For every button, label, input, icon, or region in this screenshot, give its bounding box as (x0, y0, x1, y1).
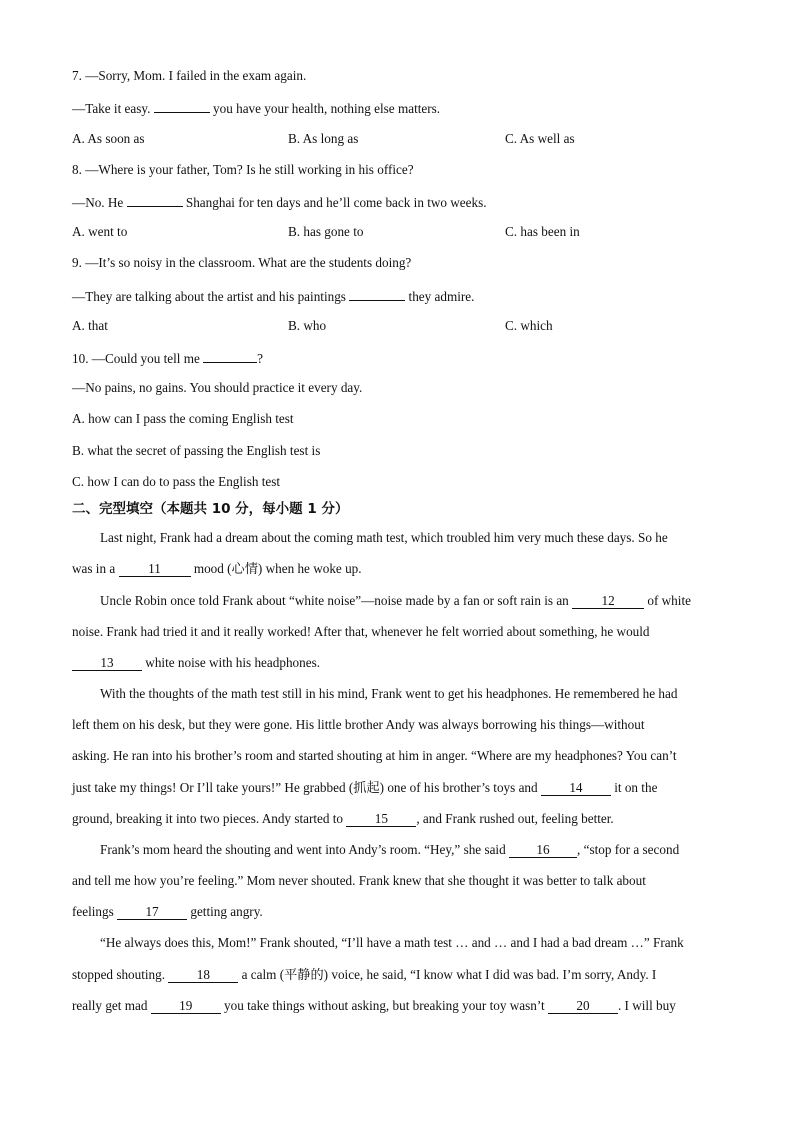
passage-text: , “stop for a second (577, 842, 680, 857)
question-number: 9. (72, 255, 82, 270)
question-text: ? (257, 351, 263, 366)
option-b[interactable]: B. who (288, 318, 327, 333)
blank-12[interactable]: 12 (572, 594, 644, 609)
passage-line (72, 561, 362, 577)
answer-blank (203, 349, 257, 363)
blank-13[interactable]: 13 (72, 656, 142, 671)
question-10-reply: —No pains, no gains. You should practice it every day. (72, 380, 363, 395)
passage-text: . I will buy (617, 998, 676, 1013)
passage-line (72, 655, 320, 671)
question-9-reply (72, 287, 474, 305)
passage-text: ground, breaking it into two pieces. Andy started to (72, 811, 347, 826)
option-a[interactable]: A. that (72, 318, 108, 333)
question-number: 10. (72, 351, 89, 366)
passage-text: Frank’s mom heard the shouting and went into Andy’s room. “Hey,” she said (100, 842, 509, 857)
option-a[interactable]: A. went to (72, 224, 128, 239)
question-8-stem (72, 162, 414, 178)
blank-16[interactable]: 16 (509, 843, 577, 858)
blank-14[interactable]: 14 (541, 781, 611, 796)
question-8-reply (72, 193, 487, 211)
option-c[interactable]: C. which (505, 318, 553, 333)
passage-line: asking. He ran into his brother’s room and started shouting at him in anger. “Where are my headphones? You can’t (72, 748, 677, 763)
blank-17[interactable]: 17 (117, 905, 187, 920)
option-a[interactable]: A. how can I pass the coming English test (72, 411, 294, 426)
passage-line: “He always does this, Mom!” Frank shouted, “I’ll have a math test … and … and I had a bad dream …” Frank (100, 935, 684, 950)
passage-text: you take things without asking, but breaking your toy wasn’t (220, 998, 548, 1013)
passage-text: was in a (72, 561, 119, 576)
passage-line (72, 904, 263, 920)
passage-text: getting angry. (187, 904, 263, 919)
reply-text: —No. He (72, 195, 127, 210)
section-heading: 二、完型填空（本题共 10 分，每小题 1 分） (72, 501, 349, 517)
passage-line: With the thoughts of the math test still in his mind, Frank went to get his headphones. He remembered he had (100, 686, 678, 701)
question-number: 7. (72, 68, 82, 83)
question-text: —Sorry, Mom. I failed in the exam again. (85, 68, 307, 83)
passage-text: really get mad (72, 998, 151, 1013)
answer-blank (349, 287, 405, 301)
reply-text: they admire. (405, 289, 475, 304)
blank-20[interactable]: 20 (548, 999, 618, 1014)
blank-19[interactable]: 19 (151, 999, 221, 1014)
passage-text: , and Frank rushed out, feeling better. (416, 811, 614, 826)
reply-text: Shanghai for ten days and he’ll come back in two weeks. (182, 195, 487, 210)
passage-text: stopped shouting. (72, 967, 169, 982)
blank-15[interactable]: 15 (346, 812, 416, 827)
reply-text: —They are talking about the artist and his paintings (72, 289, 350, 304)
question-text: —It’s so noisy in the classroom. What are the students doing? (85, 255, 412, 270)
reply-text: you have your health, nothing else matters. (209, 101, 441, 116)
question-10-stem (72, 349, 263, 367)
passage-text: white noise with his headphones. (142, 655, 321, 670)
question-7-reply (72, 99, 440, 117)
option-c[interactable]: C. As well as (505, 131, 575, 146)
option-c[interactable]: C. how I can do to pass the English test (72, 474, 281, 489)
passage-line: and tell me how you’re feeling.” Mom never shouted. Frank knew that she thought it was better to talk about (72, 873, 646, 888)
question-7-stem (72, 68, 306, 84)
option-b[interactable]: B. As long as (288, 131, 359, 146)
passage-line (72, 780, 657, 796)
passage-text: Uncle Robin once told Frank about “white noise”—noise made by a fan or soft rain is an (100, 593, 573, 608)
question-number: 8. (72, 162, 82, 177)
reply-text: —Take it easy. (72, 101, 154, 116)
passage-line (72, 998, 676, 1014)
passage-text: feelings (72, 904, 118, 919)
passage-text: mood (心情) when he woke up. (190, 561, 362, 576)
passage-text: a calm (平静的) voice, he said, “I know what I did was bad. I’m sorry, Andy. I (238, 967, 657, 982)
passage-line: noise. Frank had tried it and it really worked! After that, whenever he felt worried about something, he would (72, 624, 650, 639)
blank-11[interactable]: 11 (119, 562, 191, 577)
question-text: —Could you tell me (91, 351, 204, 366)
option-b[interactable]: B. has gone to (288, 224, 364, 239)
passage-line: left them on his desk, but they were gone. His little brother Andy was always borrowing his things—without (72, 717, 645, 732)
passage-line (100, 593, 691, 609)
passage-line (72, 811, 614, 827)
option-c[interactable]: C. has been in (505, 224, 580, 239)
passage-text: it on the (610, 780, 658, 795)
passage-line (72, 967, 656, 983)
blank-18[interactable]: 18 (168, 968, 238, 983)
question-9-stem (72, 255, 411, 271)
option-a[interactable]: A. As soon as (72, 131, 145, 146)
passage-line (100, 842, 679, 858)
answer-blank (154, 99, 210, 113)
passage-line: Last night, Frank had a dream about the coming math test, which troubled him very much these days. So he (100, 530, 668, 545)
passage-text: just take my things! Or I’ll take yours!” He grabbed (抓起) one of his brother’s toys and (72, 780, 541, 795)
answer-blank (127, 193, 183, 207)
option-b[interactable]: B. what the secret of passing the English test is (72, 443, 321, 458)
passage-text: of white (644, 593, 691, 608)
question-text: —Where is your father, Tom? Is he still working in his office? (85, 162, 414, 177)
